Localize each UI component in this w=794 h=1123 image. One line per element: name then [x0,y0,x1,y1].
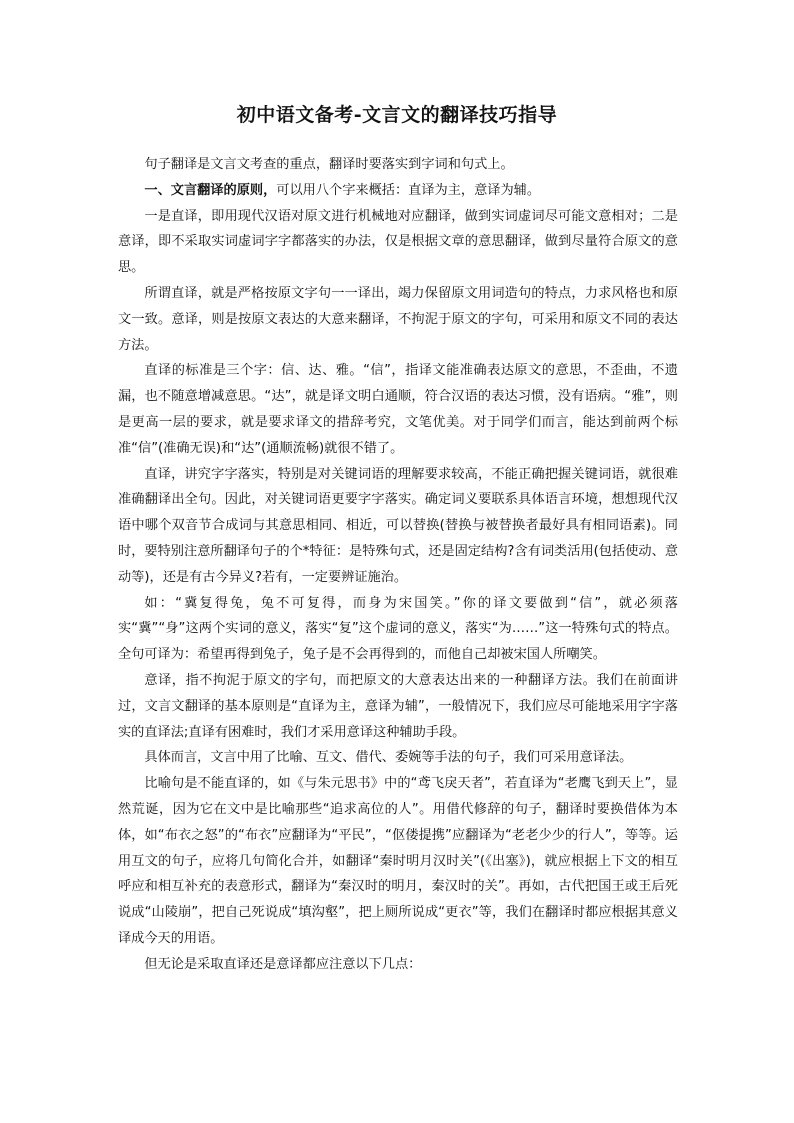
paragraph-text: 直译的标准是三个字：信、达、雅。“信”，指译文能准确表达原文的意思，不歪曲，不遗漏，也不随意增减意思。“达”，就是译文明白通顺，符合汉语的表达习惯，没有语病。“雅”，则是更高一层的要求，就是要求译文的措辞考究，文笔优美。对于同学们而言，能达到前两个标准“信”(准确无误)和“达”(通顺流畅)就很不错了。 [118,363,678,456]
paragraph-text: 直译，讲究字字落实，特别是对关键词语的理解要求较高，不能正确把握关键词语，就很难准确翻译出全句。因此，对关键词语更要字字落实。确定词义要联系具体语言环境，想想现代汉语中哪个双音节合成词与其意思相同、相近，可以替换(替换与被替换者最好具有相同语素)。同时，要特别注意所翻译句子的个*特征：是特殊句式，还是固定结构?含有词类活用(包括使动、意动等)，还是有古今异义?若有，一定要辨证施治。 [118,466,678,585]
paragraph-text: 可以用八个字来概括：直译为主，意译为辅。 [276,182,541,198]
document-body [118,152,678,978]
paragraph-text: 比喻句是不能直译的，如《与朱元思书》中的“鸢飞戾天者”，若直译为“老鹰飞到天上”，显然荒诞，因为它在文中是比喻那些“追求高位的人”。用借代修辞的句子，翻译时要换借体为本体，如“布衣之怒”的“布衣”应翻译为“平民”，“伛偻提携”应翻译为“老老少少的行人”，等等。运用互文的句子，应将几句简化合并，如翻译“秦时明月汉时关”(《出塞》)，就应根据上下文的相互呼应和相互补充的表意形式，翻译为“秦汉时的明月，秦汉时的关”。再如，古代把国王或王后死说成“山陵崩”，把自己死说成“填沟壑”，把上厕所说成“更衣”等，我们在翻译时都应根据其意义译成今天的用语。 [118,776,678,946]
paragraph [118,771,678,952]
paragraph-text: 具体而言，文言中用了比喻、互文、借代、委婉等手法的句子，我们可采用意译法。 [144,750,633,766]
paragraph-text: 所谓直译，就是严格按原文字句一一译出，竭力保留原文用词造句的特点，力求风格也和原文一致。意译，则是按原文表达的大意来翻译，不拘泥于原文的字句，可采用和原文不同的表达方法。 [118,285,678,353]
paragraph [118,358,678,461]
paragraph [118,668,678,745]
paragraph-text: 句子翻译是文言文考查的重点，翻译时要落实到字词和句式上。 [144,157,514,172]
paragraph-text: 意译，指不拘泥于原文的字句，而把原文的大意表达出来的一种翻译方法。我们在前面讲过，文言文翻译的基本原则是“直译为主，意译为辅”，一般情况下，我们应尽可能地采用字字落实的直译法;直译有困难时，我们才采用意译这种辅助手段。 [118,672,678,740]
paragraph [118,591,678,668]
paragraph [118,178,678,204]
page-title: 初中语文备考-文言文的翻译技巧指导 [236,104,558,126]
paragraph [118,745,678,771]
paragraph [118,152,678,178]
paragraph-text: 如：“冀复得兔，兔不可复得，而身为宋国笑。”你的译文要做到“信”，就必须落实“冀”“身”这两个实词的意义，落实“复”这个虚词的意义，落实“为……”这一特殊句式的特点。全句可译为：希望再得到兔子，兔子是不会再得到的，而他自己却被宋国人所嘲笑。 [118,595,678,663]
paragraph [118,952,678,978]
paragraph-text: 一是直译，即用现代汉语对原文进行机械地对应翻译，做到实词虚词尽可能文意相对；二是意译，即不采取实词虚词字字都落实的办法，仅是根据文章的意思翻译，做到尽量符合原文的意思。 [118,208,678,276]
section-heading: 一、文言翻译的原则， [144,182,277,198]
paragraph [118,462,678,591]
paragraph [118,281,678,358]
paragraph [118,204,678,281]
paragraph-text: 但无论是采取直译还是意译都应注意以下几点： [144,956,422,972]
